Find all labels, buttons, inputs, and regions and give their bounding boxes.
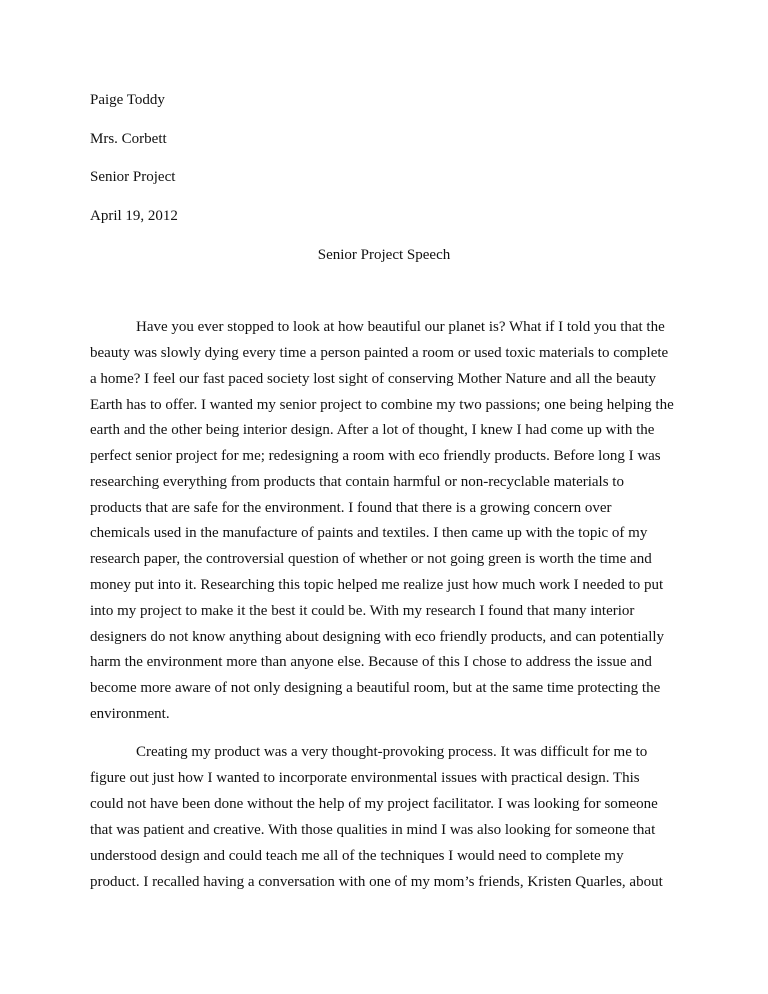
paragraph-line: researching everything from products that contain harmful or non-recyclable materials to (90, 474, 624, 490)
paragraph-line: research paper, the controversial question of whether or not going green is worth the time and (90, 551, 652, 567)
paragraph-line: money put into it. Researching this topic helped me realize just how much work I needed to put (90, 577, 664, 593)
paragraph-line: could not have been done without the help of my project facilitator. I was looking for someone (90, 796, 658, 812)
paragraph-line: understood design and could teach me all of the techniques I would need to complete my (90, 848, 624, 864)
course-name: Senior Project (90, 169, 176, 185)
paragraph-line: perfect senior project for me; redesigning a room with eco friendly products. Before long I was (90, 448, 661, 464)
paragraph-line: chemicals used in the manufacture of paints and textiles. I then came up with the topic of my (90, 525, 648, 541)
paragraph-line: that was patient and creative. With those qualities in mind I was also looking for someone that (90, 822, 656, 838)
author-name: Paige Toddy (90, 92, 165, 108)
paragraph-line: Creating my product was a very thought-provoking process. It was difficult for me to (136, 744, 648, 760)
paragraph-line: into my project to make it the best it could be. With my research I found that many interior (90, 603, 635, 619)
paragraph-line: products that are safe for the environment. I found that there is a growing concern over (90, 500, 612, 516)
paragraph-line: become more aware of not only designing a beautiful room, but at the same time protecting the (90, 680, 661, 696)
document-title: Senior Project Speech (317, 247, 451, 263)
paragraph-line: harm the environment more than anyone else. Because of this I chose to address the issue and (90, 654, 652, 670)
paragraph-line: designers do not know anything about designing with eco friendly products, and can potentially (90, 629, 665, 645)
teacher-name: Mrs. Corbett (90, 131, 167, 147)
paragraph-line: figure out just how I wanted to incorporate environmental issues with practical design. This (90, 770, 640, 786)
document-date: April 19, 2012 (90, 208, 178, 224)
paragraph-line: a home? I feel our fast paced society lost sight of conserving Mother Nature and all the beauty (90, 371, 657, 387)
paragraph-line: earth and the other being interior design. After a lot of thought, I knew I had come up with the (90, 422, 655, 438)
paragraph-line: beauty was slowly dying every time a person painted a room or used toxic materials to complete (90, 345, 669, 361)
paragraph-line: Earth has to offer. I wanted my senior project to combine my two passions; one being helping the (90, 397, 674, 413)
paragraph-line: product. I recalled having a conversation with one of my mom’s friends, Kristen Quarles, about (90, 874, 663, 890)
paragraph-line: Have you ever stopped to look at how beautiful our planet is? What if I told you that the (136, 319, 665, 335)
paragraph-line: environment. (90, 706, 170, 722)
